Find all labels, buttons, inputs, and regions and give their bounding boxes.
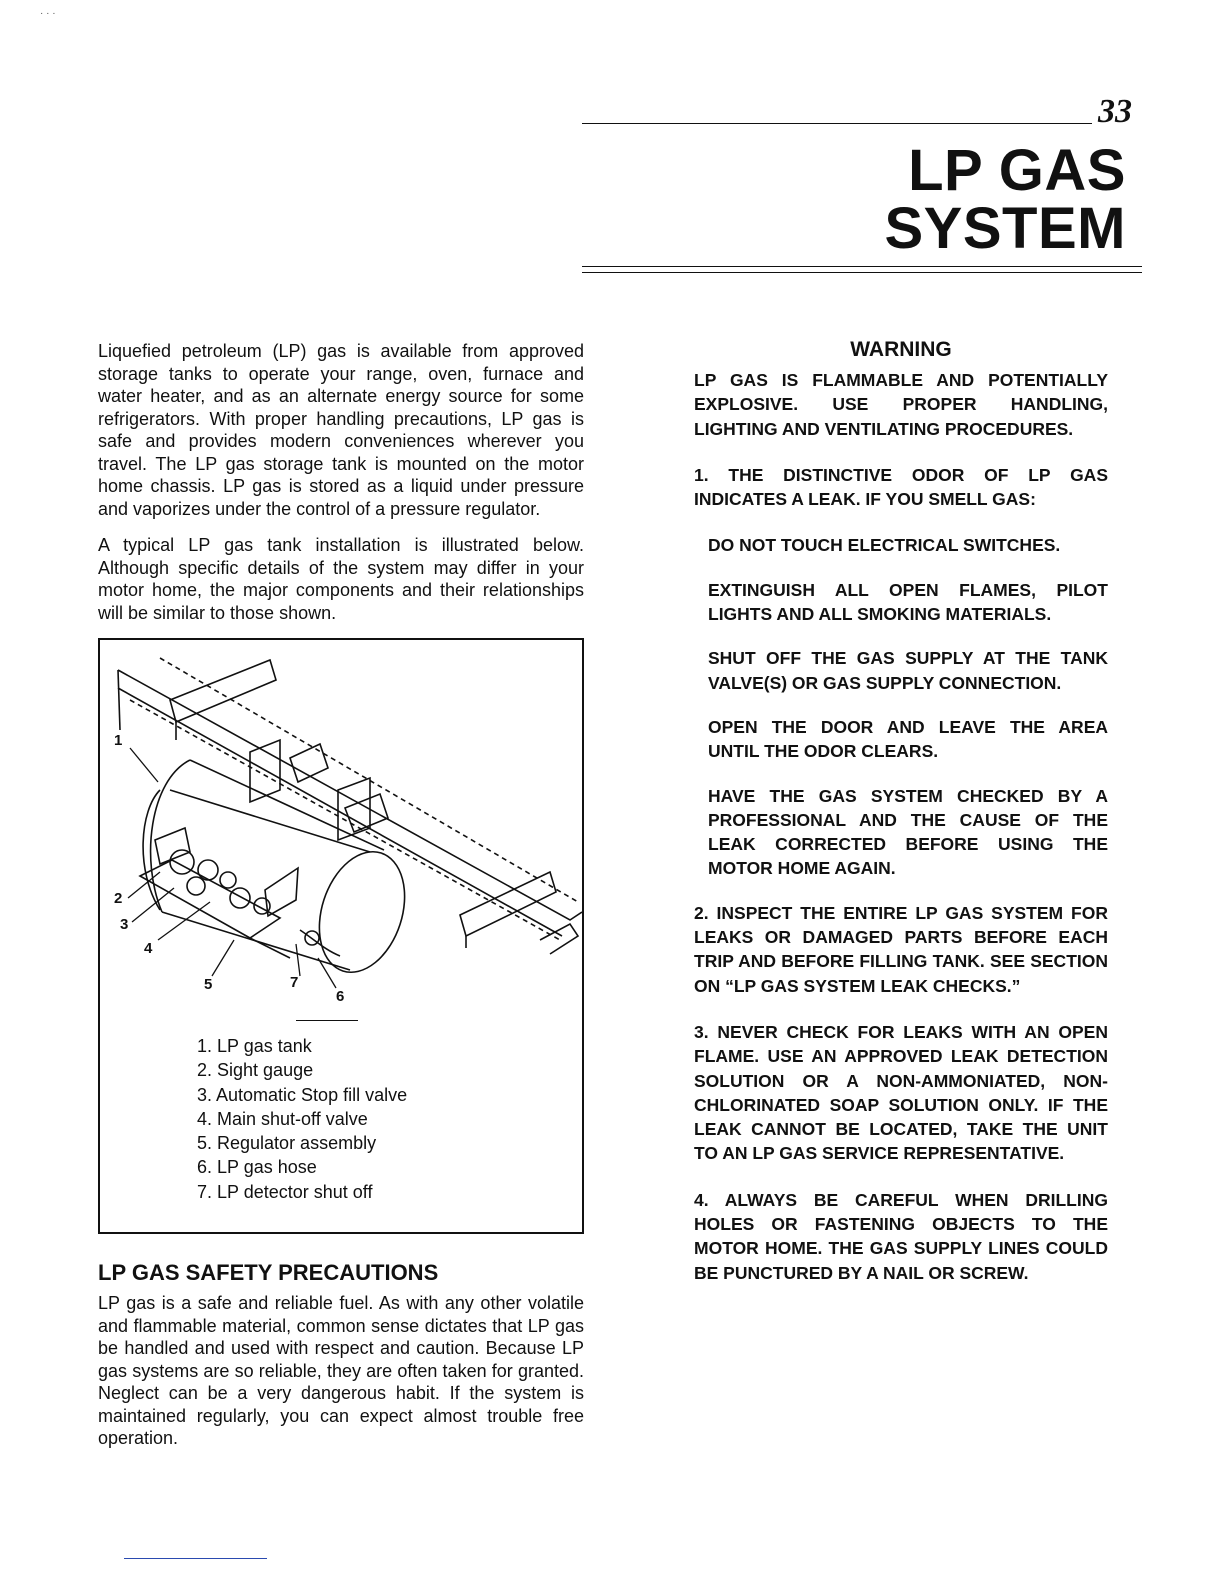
warning-step-4: 4. ALWAYS BE CAREFUL WHEN DRILLING HOLES OR FASTENING OBJECTS TO THE MOTOR HOME. THE GAS SUPPLY LINES COULD BE PUNCTURED BY A NAIL OR SCREW. — [694, 1189, 1108, 1283]
warning-sub-item: DO NOT TOUCH ELECTRICAL SWITCHES. — [708, 535, 1061, 556]
legend-item: 7. LP detector shut off — [197, 1181, 373, 1202]
legend-item: 2. Sight gauge — [197, 1060, 314, 1081]
warning-intro: LP GAS IS FLAMMABLE AND POTENTIALLY EXPLOSIVE. USE PROPER HANDLING, LIGHTING AND VENTILATING PROCEDURES. — [694, 370, 1108, 439]
callout-2: 2 — [114, 890, 123, 907]
warning-sub-item: SHUT OFF THE GAS SUPPLY AT THE TANK VALVE(S) OR GAS SUPPLY CONNECTION. — [708, 648, 1108, 693]
legend-item: 6. LP gas hose — [197, 1157, 317, 1178]
warning-sub-item: OPEN THE DOOR AND LEAVE THE AREA UNTIL THE ODOR CLEARS. — [708, 716, 1108, 762]
callout-5: 5 — [204, 976, 213, 993]
warning-sub-item: HAVE THE GAS SYSTEM CHECKED BY A PROFESSIONAL AND THE CAUSE OF THE LEAK CORRECTED BEFORE USING THE MOTOR HOME AGAIN. — [708, 785, 1108, 879]
callout-1: 1 — [114, 732, 123, 749]
scan-specks: · · · — [40, 8, 56, 19]
safety-heading: LP GAS SAFETY PRECAUTIONS — [98, 1260, 439, 1285]
warning-sub-item: EXTINGUISH ALL OPEN FLAMES, PILOT LIGHTS AND ALL SMOKING MATERIALS. — [708, 579, 1108, 625]
warning-column — [694, 338, 1108, 1307]
legend-item: 3. Automatic Stop fill valve — [197, 1084, 408, 1105]
callout-4: 4 — [144, 940, 153, 957]
callout-7: 7 — [290, 974, 299, 991]
warning-step-2: 2. INSPECT THE ENTIRE LP GAS SYSTEM FOR LEAKS OR DAMAGED PARTS BEFORE EACH TRIP AND BEFORE FILLING TANK. SEE SECTION ON “LP GAS SYSTEM LEAK CHECKS.” — [694, 902, 1108, 996]
lp-tank-figure — [98, 638, 584, 1234]
warning-step-1: 1. THE DISTINCTIVE ODOR OF LP GAS INDICATES A LEAK. IF YOU SMELL GAS: — [694, 464, 1108, 510]
figure-legend — [197, 1034, 407, 1204]
legend-item: 1. LP gas tank — [197, 1036, 312, 1056]
legend-divider — [296, 1020, 358, 1021]
footer-rule — [124, 1558, 267, 1559]
intro-paragraph-1: Liquefied petroleum (LP) gas is available from approved storage tanks to operate your range, oven, furnace and water heater, and as an alternate energy source for some refrigerators. With proper handling precautions, LP gas is safe and provides modern conveniences wherever you travel. The LP gas storage tank is mounted on the motor home chassis. LP gas is stored as a liquid under pressure and vaporizes under the control of a pressure regulator. — [98, 341, 584, 519]
left-column — [98, 340, 584, 1464]
intro-paragraph-2: A typical LP gas tank installation is illustrated below. Although specific details of the system may differ in your motor home, the major components and their relationships will be similar to those shown. — [98, 535, 584, 623]
safety-paragraph: LP gas is a safe and reliable fuel. As with any other volatile and flammable material, common sense dictates that LP gas be handled and used with respect and caution. Because LP gas systems are so reliable, they are often taken for granted. Neglect can be a very dangerous habit. If the system is maintained regularly, you can expect almost trouble free operation. — [98, 1293, 584, 1448]
chapter-title-line-1: LP GAS — [908, 138, 1126, 203]
warning-step-3: 3. NEVER CHECK FOR LEAKS WITH AN OPEN FLAME. USE AN APPROVED LEAK DETECTION SOLUTION OR A NON-AMMONIATED, NON-CHLORINATED SOAP SOLUTION ONLY. IF THE LEAK CANNOT BE LOCATED, TAKE THE UNIT TO AN LP GAS SERVICE REPRESENTATIVE. — [694, 1021, 1108, 1164]
warning-title: WARNING — [850, 338, 952, 361]
chapter-title — [884, 138, 1127, 261]
lp-tank-illustration — [100, 640, 582, 1010]
page-number: 33 — [1098, 93, 1132, 130]
legend-item: 4. Main shut-off valve — [197, 1108, 368, 1129]
header-double-rule — [582, 266, 1142, 273]
callout-3: 3 — [120, 916, 129, 933]
header-rule — [582, 123, 1092, 124]
chapter-title-line-2: SYSTEM — [884, 196, 1126, 261]
legend-item: 5. Regulator assembly — [197, 1133, 377, 1154]
callout-6: 6 — [336, 988, 345, 1005]
